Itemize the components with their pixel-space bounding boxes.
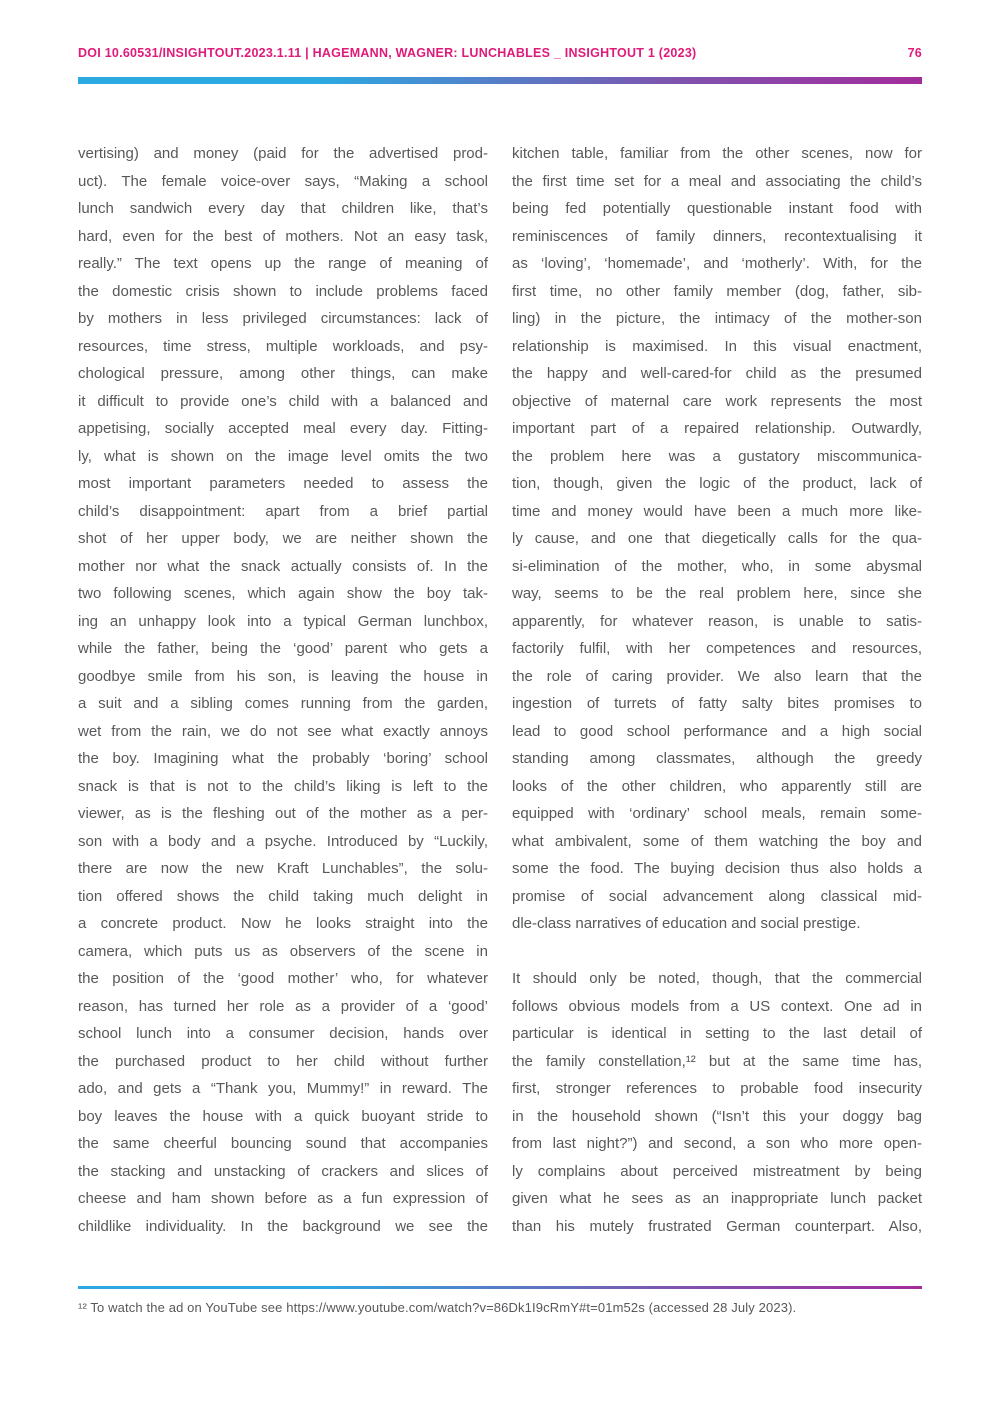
text-line: the purchased product to her child without further: [78, 1052, 488, 1070]
text-line: what ambivalent, some of them watching the boy and: [512, 832, 922, 850]
text-line: goodbye smile from his son, is leaving the house in: [78, 667, 488, 685]
text-line: promise of social advancement along classical mid-: [512, 887, 922, 905]
text-line: really.” The text opens up the range of meaning of: [78, 255, 488, 272]
text-line: wet from the rain, we do not see what exactly annoys: [78, 722, 488, 740]
text-line: dle-class narratives of education and social prestige.: [512, 915, 861, 932]
text-line: way, seems to be the real problem here, since she: [512, 585, 922, 602]
right-column: [512, 140, 922, 1240]
text-line: viewer, as is the fleshing out of the mother as a per-: [78, 805, 488, 822]
text-line: boy leaves the house with a quick buoyant stride to: [78, 1107, 488, 1125]
text-line: a suit and a sibling comes running from the garden,: [78, 695, 488, 712]
text-line: factorily fulfil, with her competences and resources,: [512, 640, 922, 657]
text-line: the position of the ‘good mother’ who, for whatever: [78, 970, 488, 987]
text-line: childlike individuality. In the background we see the: [78, 1217, 488, 1235]
text-line: ing an unhappy look into a typical German lunchbox,: [78, 612, 488, 630]
text-line: mother nor what the snack actually consists of. In the: [78, 557, 488, 575]
text-line: ly, what is shown on the image level omits the two: [78, 447, 488, 465]
text-line: si-elimination of the mother, who, in some abysmal: [512, 557, 922, 575]
text-line: the happy and well-cared-for child as the presumed: [512, 365, 922, 382]
footnote-gradient-rule: [78, 1286, 922, 1289]
article-body: [78, 140, 922, 1240]
page-number: 76: [907, 46, 922, 60]
text-line: by mothers in less privileged circumstances: lack of: [78, 310, 488, 327]
text-line: chological pressure, among other things, can make: [78, 365, 488, 382]
text-line: most important parameters needed to assess the: [78, 475, 488, 492]
text-line: a concrete product. Now he looks straight into the: [78, 915, 488, 932]
text-line: school lunch into a consumer decision, hands over: [78, 1025, 488, 1042]
text-line: ingestion of turrets of fatty salty bites promises to: [512, 695, 922, 712]
text-line: snack is that is not to the child’s liking is left to the: [78, 777, 488, 795]
footnote-text: ¹² To watch the ad on YouTube see https://www.youtube.com/watch?v=86Dk1I9cRmY#t=01m52s (accessed 28 July 2023).: [78, 1300, 797, 1315]
text-line: lead to good school performance and a high social: [512, 722, 922, 740]
text-line: ly cause, and one that diegetically calls for the qua-: [512, 530, 922, 547]
text-line: apparently, for whatever reason, is unable to satis-: [512, 612, 922, 630]
text-line: resources, time stress, multiple workloads, and psy-: [78, 337, 488, 355]
text-line: tion offered shows the child taking much delight in: [78, 887, 488, 905]
text-line: ling) in the picture, the intimacy of the mother-son: [512, 310, 922, 327]
text-line: the first time set for a meal and associating the child’s: [512, 172, 922, 190]
text-line: It should only be noted, though, that the commercial: [512, 970, 922, 987]
text-line: kitchen table, familiar from the other scenes, now for: [512, 145, 922, 162]
text-line: there are now the new Kraft Lunchables”, the solu-: [78, 860, 488, 877]
text-line: relationship is maximised. In this visual enactment,: [512, 337, 922, 355]
text-line: hard, even for the best of mothers. Not an easy task,: [78, 227, 488, 245]
text-line: objective of maternal care work represents the most: [512, 392, 922, 410]
text-line: uct). The female voice-over says, “Making a school: [78, 172, 488, 190]
text-line: camera, which puts us as observers of the scene in: [78, 942, 488, 960]
header-gradient-rule: [78, 77, 922, 84]
text-line: tion, though, given the logic of the product, lack of: [512, 475, 922, 492]
text-line: the family constellation,¹² but at the same time has,: [512, 1052, 922, 1070]
text-line: it difficult to provide one’s child with a balanced and: [78, 392, 488, 410]
text-line: the same cheerful bouncing sound that accompanies: [78, 1135, 488, 1152]
text-line: ly complains about perceived mistreatment by being: [512, 1162, 922, 1180]
text-line: follows obvious models from a US context. One ad in: [512, 997, 922, 1015]
text-line: as ‘loving’, ‘homemade’, and ‘motherly’. With, for the: [512, 255, 922, 272]
left-column: [78, 140, 488, 1240]
text-line: reason, has turned her role as a provider of a ‘good’: [78, 997, 488, 1015]
right-paragraph-2: [512, 965, 922, 1240]
right-paragraph-1: [512, 140, 922, 938]
text-line: the problem here was a gustatory miscommunica-: [512, 447, 922, 465]
page-header: [78, 0, 922, 84]
text-line: first, stronger references to probable food insecurity: [512, 1080, 922, 1097]
text-line: equipped with ‘ordinary’ school meals, remain some-: [512, 805, 922, 822]
text-line: being fed potentially questionable instant food with: [512, 200, 922, 217]
text-line: while the father, being the ‘good’ parent who gets a: [78, 640, 488, 657]
text-line: standing among classmates, although the greedy: [512, 750, 922, 767]
text-line: particular is identical in setting to the last detail of: [512, 1025, 922, 1042]
text-line: ado, and gets a “Thank you, Mummy!” in reward. The: [78, 1080, 488, 1097]
text-line: time and money would have been a much more like-: [512, 502, 922, 520]
paragraph-gap: [512, 938, 922, 966]
text-line: the role of caring provider. We also learn that the: [512, 667, 922, 685]
text-line: some the food. The buying decision thus also holds a: [512, 860, 922, 877]
text-line: child’s disappointment: apart from a brief partial: [78, 502, 488, 520]
text-line: in the household shown (“Isn’t this your doggy bag: [512, 1107, 922, 1125]
text-line: important part of a repaired relationship. Outwardly,: [512, 420, 922, 437]
footnote-area: [78, 1286, 922, 1315]
text-line: reminiscences of family dinners, recontextualising it: [512, 227, 922, 245]
text-line: the boy. Imagining what the probably ‘boring’ school: [78, 750, 488, 767]
text-line: cheese and ham shown before as a fun expression of: [78, 1190, 488, 1207]
text-line: lunch sandwich every day that children like, that’s: [78, 200, 488, 217]
text-line: first time, no other family member (dog, father, sib-: [512, 282, 922, 300]
text-line: from last night?”) and second, a son who more open-: [512, 1135, 922, 1152]
text-line: given what he sees as an inappropriate lunch packet: [512, 1190, 922, 1207]
text-line: appetising, socially accepted meal every day. Fitting-: [78, 420, 488, 437]
text-line: the stacking and unstacking of crackers and slices of: [78, 1162, 488, 1180]
text-line: two following scenes, which again show the boy tak-: [78, 585, 488, 602]
text-line: the domestic crisis shown to include problems faced: [78, 282, 488, 300]
text-line: shot of her upper body, we are neither shown the: [78, 530, 488, 547]
text-line: looks of the other children, who apparently still are: [512, 777, 922, 795]
text-line: than his mutely frustrated German counterpart. Also,: [512, 1217, 922, 1235]
text-line: vertising) and money (paid for the advertised prod-: [78, 145, 488, 162]
running-head: DOI 10.60531/INSIGHTOUT.2023.1.11 | HAGEMANN, WAGNER: LUNCHABLES _ INSIGHTOUT 1 (2023): [78, 46, 697, 60]
text-line: son with a body and a psyche. Introduced by “Luckily,: [78, 832, 488, 850]
